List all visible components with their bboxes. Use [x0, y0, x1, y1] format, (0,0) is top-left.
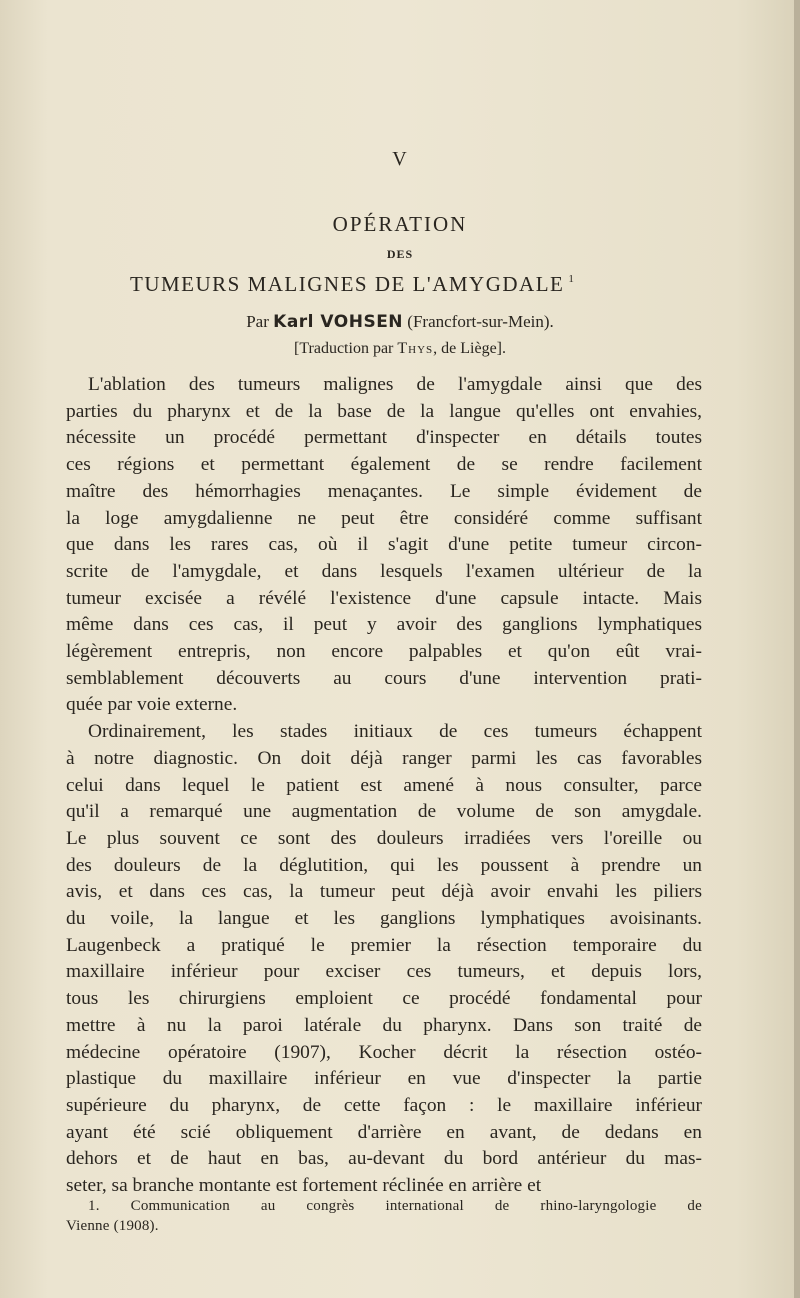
paragraph	[66, 719, 702, 1200]
text-line: tumeur excisée a révélé l'existence d'une capsule intacte. Mais	[66, 587, 702, 609]
translator-name: Thys	[397, 340, 434, 357]
text-line: maître des hémorrhagies menaçantes. Le simple évidement de	[66, 480, 702, 502]
footnote-line: 1. Communication au congrès international de rhino-laryngologie de	[88, 1198, 702, 1214]
text-line: des douleurs de la déglutition, qui les poussent à prendre un	[66, 854, 702, 876]
text-line: ces régions et permettant également de se rendre facilement	[66, 454, 702, 476]
text-line: dehors et de haut en bas, au-devant du bord antérieur du mas-	[66, 1148, 702, 1170]
author-name: Karl VOHSEN	[273, 312, 404, 332]
text-line: qu'il a remarqué une augmentation de volume de son amygdale.	[66, 801, 702, 823]
text-line: maxillaire inférieur pour exciser ces tumeurs, et depuis lors,	[66, 961, 702, 983]
text-line: tous les chirurgiens emploient ce procédé fondamental pour	[66, 988, 702, 1010]
text-line: Laugenbeck a pratiqué le premier la résection temporaire du	[66, 934, 702, 956]
title-footnote-mark: 1	[568, 273, 576, 285]
text-line: scrite de l'amygdale, et dans lesquels l'examen ultérieur de la	[66, 560, 702, 582]
text-line: que dans les rares cas, où il s'agit d'une petite tumeur circon-	[66, 534, 702, 556]
translation-prefix: [Traduction par	[293, 340, 394, 357]
text-line: même dans ces cas, il peut y avoir des ganglions lymphatiques	[66, 614, 702, 636]
title-line-2	[130, 272, 690, 297]
body-text	[66, 372, 702, 1200]
text-line: Ordinairement, les stades initiaux de ces tumeurs échappent	[88, 721, 702, 743]
text-line: médecine opératoire (1907), Kocher décrit la résection ostéo-	[66, 1041, 702, 1063]
text-line: à notre diagnostic. On doit déjà ranger parmi les cas favorables	[66, 747, 702, 769]
text-line: ayant été scié obliquement d'arrière en avant, de dedans en	[66, 1121, 702, 1143]
paragraph	[66, 372, 702, 719]
translation-suffix: , de Liège].	[433, 340, 507, 357]
author-place: (Francfort-sur-Mein).	[407, 312, 554, 331]
text-line: plastique du maxillaire inférieur en vue d'inspecter la partie	[66, 1068, 702, 1090]
chapter-number: V	[392, 148, 408, 170]
byline-prefix: Par	[246, 312, 269, 331]
footnote-line: Vienne (1908).	[66, 1218, 159, 1234]
text-line: quée par voie externe.	[66, 694, 238, 716]
title-line-2-text: TUMEURS MALIGNES DE L'AMYGDALE	[130, 272, 565, 296]
text-line: seter, sa branche montante est fortement réclinée en arrière et	[66, 1175, 542, 1197]
text-line: parties du pharynx et de la base de la langue qu'elles ont envahies,	[66, 400, 702, 422]
text-line: L'ablation des tumeurs malignes de l'amygdale ainsi que des	[88, 374, 702, 395]
title-line-1: OPÉRATION	[332, 212, 468, 236]
text-line: mettre à nu la paroi latérale du pharynx. Dans son traité de	[66, 1014, 702, 1036]
text-line: semblablement découverts au cours d'une intervention prati-	[66, 667, 702, 689]
text-line: avis, et dans ces cas, la tumeur peut déjà avoir envahi les piliers	[66, 881, 702, 903]
text-line: supérieure du pharynx, de cette façon : le maxillaire inférieur	[66, 1094, 702, 1116]
text-line: du voile, la langue et les ganglions lymphatiques avoisinants.	[66, 908, 702, 930]
text-line: nécessite un procédé permettant d'inspecter en détails toutes	[66, 427, 702, 449]
text-line: celui dans lequel le patient est amené à nous consulter, parce	[66, 774, 702, 796]
title-connector: DES	[386, 247, 414, 261]
text-line: Le plus souvent ce sont des douleurs irradiées vers l'oreille ou	[66, 827, 702, 849]
translation-credit	[0, 340, 800, 358]
footnote	[66, 1196, 702, 1236]
page-edge	[794, 0, 800, 1298]
byline	[0, 312, 800, 332]
text-line: la loge amygdalienne ne peut être considéré comme suffisant	[66, 507, 702, 529]
text-line: légèrement entrepris, non encore palpables et qu'on eût vrai-	[66, 641, 702, 663]
